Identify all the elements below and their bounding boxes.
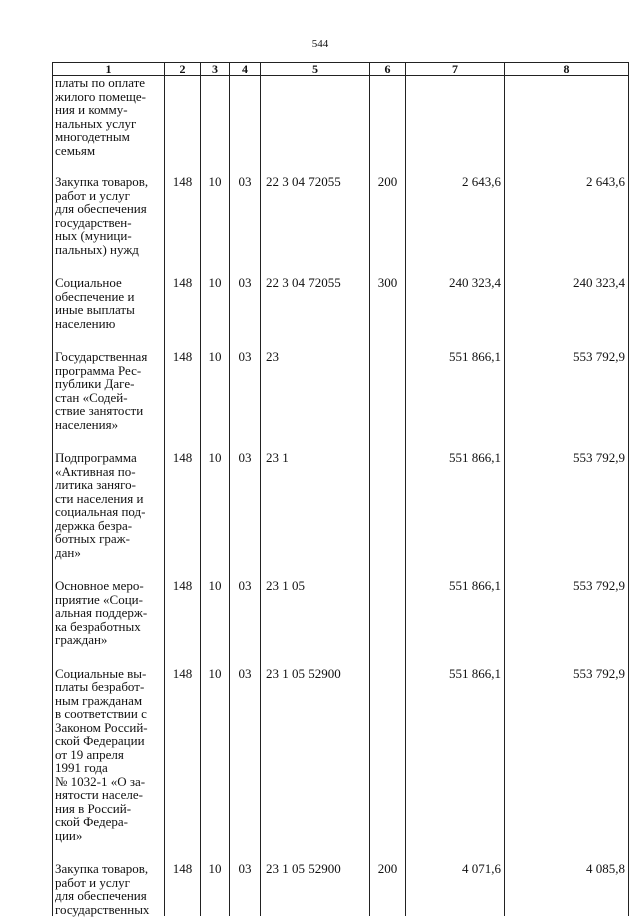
row-name-line: ния в Россий- bbox=[55, 800, 132, 816]
subsection-code: 03 bbox=[230, 579, 261, 667]
row-name-line: литика заняго- bbox=[55, 477, 136, 492]
section-code: 10 bbox=[201, 175, 230, 276]
subsection-code: 03 bbox=[230, 350, 261, 451]
row-name-line: государственных bbox=[55, 901, 150, 917]
row-name bbox=[53, 579, 165, 667]
admin-code: 148 bbox=[165, 579, 201, 667]
row-name-line: сти населения и bbox=[55, 490, 144, 506]
subsection-code: 03 bbox=[230, 276, 261, 350]
section-code: 10 bbox=[201, 276, 230, 350]
row-name-line: ка безработных bbox=[55, 618, 141, 634]
row-name-line: работ и услуг bbox=[55, 874, 130, 890]
row-name-line: многодетным bbox=[55, 129, 130, 144]
row-name-line: ции» bbox=[55, 827, 83, 843]
amount-year-2: 2 643,6 bbox=[505, 175, 629, 276]
row-name-line: Закупка товаров, bbox=[55, 861, 149, 876]
amount-year-1: 551 866,1 bbox=[406, 451, 505, 579]
target-article-code: 23 1 05 52900 bbox=[261, 667, 370, 863]
subsection-code: 03 bbox=[230, 175, 261, 276]
amount-year-2: 4 085,8 bbox=[505, 862, 629, 916]
row-name-line: держка безра- bbox=[55, 517, 133, 533]
table-row bbox=[53, 175, 629, 276]
admin-code: 148 bbox=[165, 667, 201, 863]
subsection-code bbox=[230, 76, 261, 176]
table-row bbox=[53, 76, 629, 176]
column-header: 6 bbox=[370, 63, 406, 76]
target-article-code: 23 1 bbox=[261, 451, 370, 579]
row-name bbox=[53, 451, 165, 579]
header-row bbox=[53, 63, 629, 76]
row-name-line: обеспечение и bbox=[55, 288, 135, 304]
expense-type-code bbox=[370, 350, 406, 451]
row-name-line: 1991 года bbox=[55, 760, 108, 775]
row-name-line: работ и услуг bbox=[55, 187, 130, 203]
row-name-line: ным гражданам bbox=[55, 692, 143, 708]
row-name-line: граждан» bbox=[55, 632, 108, 647]
row-name-line: ской Федерации bbox=[55, 733, 145, 748]
section-code bbox=[201, 76, 230, 176]
section-code: 10 bbox=[201, 579, 230, 667]
section-code: 10 bbox=[201, 667, 230, 863]
target-article-code bbox=[261, 76, 370, 176]
row-name-line: Основное меро- bbox=[55, 578, 144, 593]
row-name-line: нальных услуг bbox=[55, 115, 137, 131]
row-name-line: Подпрограмма bbox=[55, 450, 137, 465]
amount-year-2: 240 323,4 bbox=[505, 276, 629, 350]
target-article-code: 23 bbox=[261, 350, 370, 451]
row-name-line: ствие занятости bbox=[55, 403, 144, 418]
row-name-line: ных (муници- bbox=[55, 228, 132, 243]
section-code: 10 bbox=[201, 862, 230, 916]
row-name bbox=[53, 862, 165, 916]
row-name-line: «Активная по- bbox=[55, 463, 136, 479]
row-name-line: Социальные вы- bbox=[55, 665, 147, 681]
admin-code: 148 bbox=[165, 350, 201, 451]
row-name bbox=[53, 175, 165, 276]
target-article-code: 23 1 05 bbox=[261, 579, 370, 667]
row-name-line: населения» bbox=[55, 416, 119, 432]
admin-code: 148 bbox=[165, 862, 201, 916]
amount-year-1: 551 866,1 bbox=[406, 667, 505, 863]
table-row bbox=[53, 667, 629, 863]
expense-type-code bbox=[370, 579, 406, 667]
budget-table bbox=[52, 62, 629, 916]
row-name-line: в соответствии с bbox=[55, 706, 147, 721]
subsection-code: 03 bbox=[230, 667, 261, 863]
expense-type-code bbox=[370, 667, 406, 863]
row-name-line: альная поддерж- bbox=[55, 605, 148, 620]
row-name-line: Социальное bbox=[55, 275, 122, 290]
column-header: 2 bbox=[165, 63, 201, 76]
amount-year-2 bbox=[505, 76, 629, 176]
row-name-line: платы по оплате bbox=[55, 75, 146, 90]
row-name-line: от 19 апреля bbox=[55, 746, 124, 762]
table-row bbox=[53, 451, 629, 579]
row-name-line: пальных) нужд bbox=[55, 241, 139, 257]
amount-year-1: 4 071,6 bbox=[406, 862, 505, 916]
expense-type-code bbox=[370, 451, 406, 579]
target-article-code: 22 3 04 72055 bbox=[261, 175, 370, 276]
row-name-line: семьям bbox=[55, 142, 96, 158]
amount-year-1: 551 866,1 bbox=[406, 579, 505, 667]
row-name-line: № 1032-1 «О за- bbox=[55, 773, 146, 789]
row-name-line: публики Даге- bbox=[55, 376, 135, 391]
row-name bbox=[53, 667, 165, 863]
row-name bbox=[53, 76, 165, 176]
page-number: 544 bbox=[311, 38, 329, 50]
admin-code bbox=[165, 76, 201, 176]
row-name-line: социальная под- bbox=[55, 504, 146, 519]
row-name-line: жилого помеще- bbox=[55, 88, 146, 104]
amount-year-2: 553 792,9 bbox=[505, 579, 629, 667]
row-name-line: стан «Содей- bbox=[55, 389, 128, 405]
amount-year-1: 2 643,6 bbox=[406, 175, 505, 276]
amount-year-2: 553 792,9 bbox=[505, 451, 629, 579]
row-name-line: для обеспечения bbox=[55, 888, 147, 903]
admin-code: 148 bbox=[165, 276, 201, 350]
row-name bbox=[53, 276, 165, 350]
row-name-line: приятие «Соци- bbox=[55, 591, 143, 607]
row-name-line: ния и комму- bbox=[55, 102, 128, 117]
row-name-line: для обеспечения bbox=[55, 201, 147, 216]
column-header: 4 bbox=[230, 63, 261, 76]
amount-year-2: 553 792,9 bbox=[505, 667, 629, 863]
expense-type-code: 200 bbox=[370, 175, 406, 276]
row-name-line: платы безработ- bbox=[55, 679, 145, 694]
row-name-line: нятости населе- bbox=[55, 787, 143, 802]
section-code: 10 bbox=[201, 451, 230, 579]
expense-type-code bbox=[370, 76, 406, 176]
column-header: 7 bbox=[406, 63, 505, 76]
admin-code: 148 bbox=[165, 175, 201, 276]
column-header: 5 bbox=[261, 63, 370, 76]
row-name-line: ской Федера- bbox=[55, 814, 128, 829]
amount-year-1 bbox=[406, 76, 505, 176]
column-header: 8 bbox=[505, 63, 629, 76]
column-header: 3 bbox=[201, 63, 230, 76]
row-name-line: дан» bbox=[55, 544, 81, 560]
amount-year-1: 240 323,4 bbox=[406, 276, 505, 350]
expense-type-code: 200 bbox=[370, 862, 406, 916]
table-row bbox=[53, 579, 629, 667]
section-code: 10 bbox=[201, 350, 230, 451]
row-name-line: Закупка товаров, bbox=[55, 174, 149, 189]
row-name-line: программа Рес- bbox=[55, 362, 142, 378]
row-name-line: Законом Россий- bbox=[55, 719, 148, 735]
expense-type-code: 300 bbox=[370, 276, 406, 350]
target-article-code: 22 3 04 72055 bbox=[261, 276, 370, 350]
row-name-line: ботных граж- bbox=[55, 531, 130, 546]
table-row bbox=[53, 276, 629, 350]
row-name-line: иные выплаты bbox=[55, 302, 135, 317]
admin-code: 148 bbox=[165, 451, 201, 579]
table-row bbox=[53, 350, 629, 451]
subsection-code: 03 bbox=[230, 451, 261, 579]
row-name-line: государствен- bbox=[55, 214, 132, 230]
table-row bbox=[53, 862, 629, 916]
target-article-code: 23 1 05 52900 bbox=[261, 862, 370, 916]
subsection-code: 03 bbox=[230, 862, 261, 916]
amount-year-1: 551 866,1 bbox=[406, 350, 505, 451]
row-name bbox=[53, 350, 165, 451]
row-name-line: Государственная bbox=[55, 349, 148, 364]
table-body bbox=[53, 76, 629, 917]
amount-year-2: 553 792,9 bbox=[505, 350, 629, 451]
column-header: 1 bbox=[53, 63, 165, 76]
row-name-line: населению bbox=[55, 315, 116, 331]
